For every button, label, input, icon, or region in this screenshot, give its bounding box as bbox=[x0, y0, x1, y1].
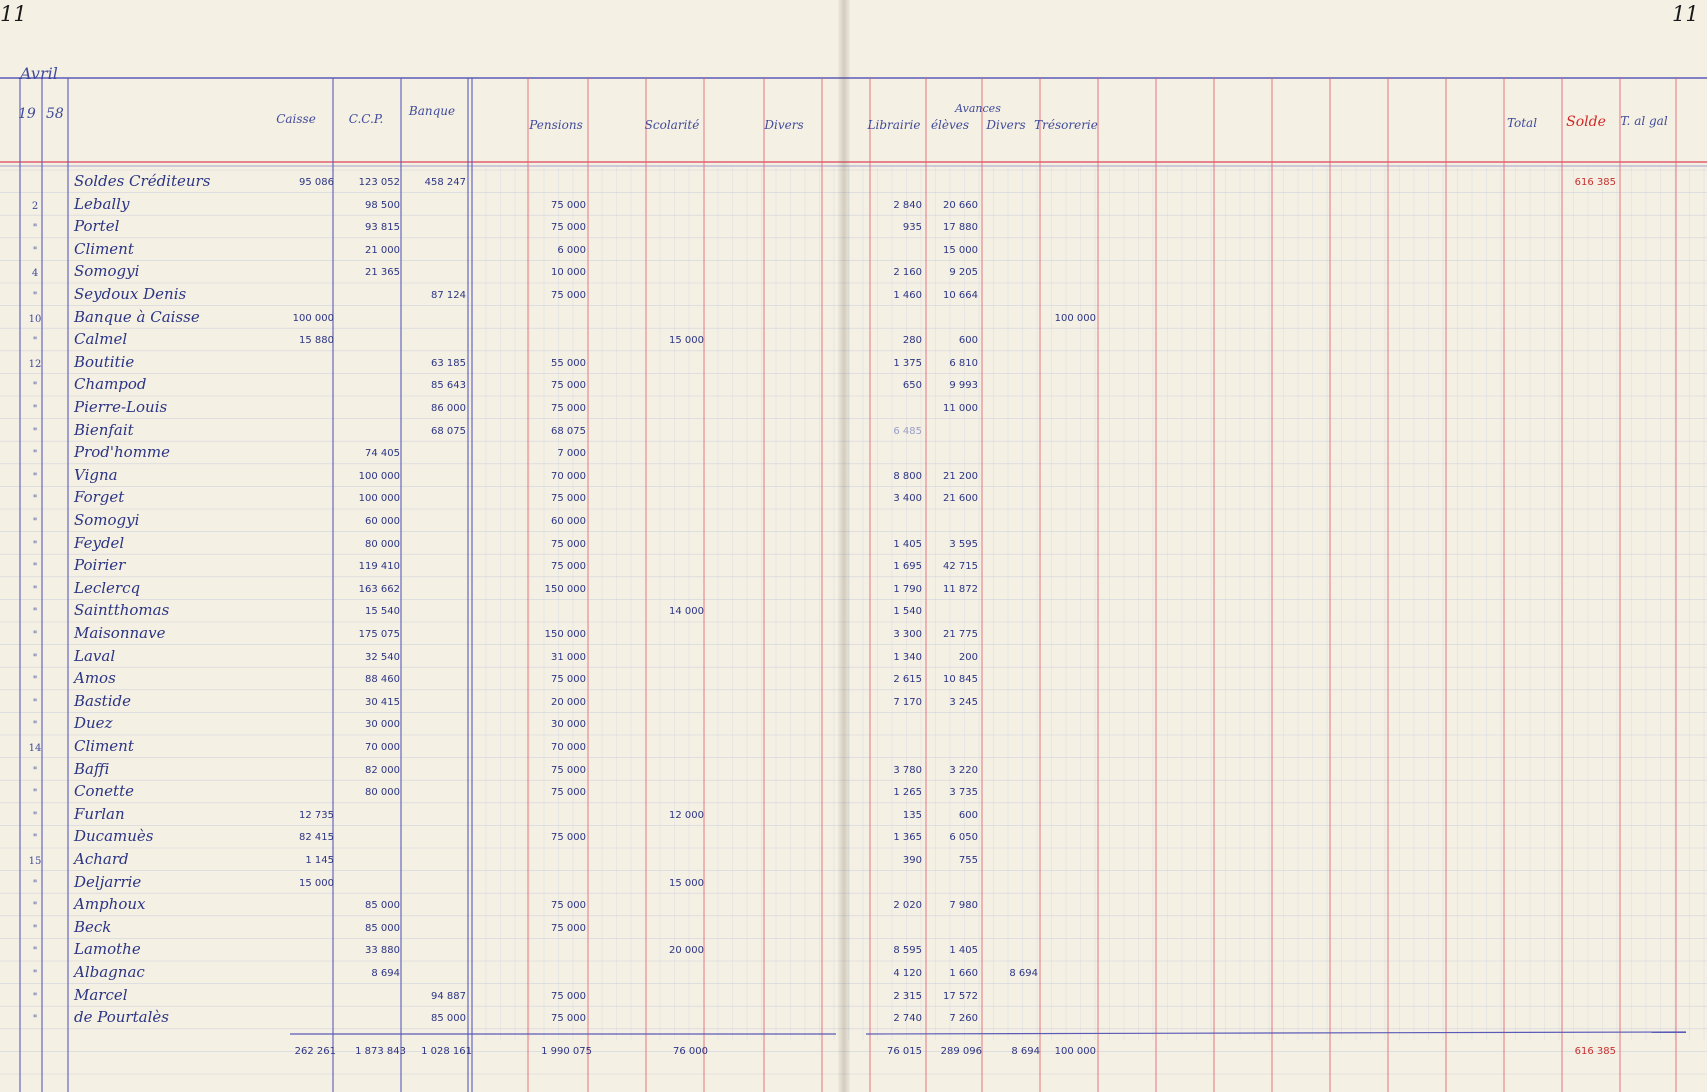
cell-eleves: 42 715 bbox=[943, 561, 978, 573]
cell-pensions: 70 000 bbox=[551, 742, 586, 753]
row-day: 10 bbox=[28, 313, 42, 325]
row-day: " bbox=[32, 991, 38, 1003]
row-name: Pierre-Louis bbox=[74, 398, 168, 416]
cell-eleves: 600 bbox=[958, 809, 978, 821]
cell-ccp: 30 415 bbox=[365, 696, 400, 708]
cell-ccp: 74 405 bbox=[365, 448, 400, 460]
cell-librairie: 7 170 bbox=[893, 696, 922, 708]
cell-ccp: 85 000 bbox=[365, 900, 400, 912]
row-day: " bbox=[32, 381, 38, 393]
row-name: Lamothe bbox=[74, 940, 141, 959]
row-day: " bbox=[32, 630, 38, 641]
row-name: Saintthomas bbox=[74, 601, 170, 620]
header-solde: Solde bbox=[1566, 114, 1606, 130]
row-day: " bbox=[32, 291, 38, 302]
cell-caisse: 100 000 bbox=[292, 312, 334, 324]
total-caisse: 262 261 bbox=[294, 1046, 336, 1057]
row-day: " bbox=[32, 426, 38, 438]
cell-librairie: 390 bbox=[902, 855, 922, 866]
cell-librairie: 1 695 bbox=[893, 561, 922, 573]
row-day: " bbox=[32, 336, 38, 348]
cell-ccp: 21 365 bbox=[365, 267, 400, 279]
cell-librairie: 2 740 bbox=[893, 1013, 922, 1025]
cell-ccp: 15 540 bbox=[365, 606, 400, 618]
cell-banque: 87 124 bbox=[431, 290, 466, 301]
cell-eleves: 9 205 bbox=[949, 267, 978, 279]
cell-pensions: 75 000 bbox=[551, 493, 586, 505]
cell-librairie: 1 790 bbox=[893, 583, 922, 595]
row-day: " bbox=[32, 901, 38, 913]
row-day: " bbox=[32, 562, 38, 574]
cell-eleves: 600 bbox=[958, 335, 978, 347]
row-day: " bbox=[32, 245, 38, 257]
row-day: " bbox=[32, 404, 38, 415]
cell-banque: 94 887 bbox=[431, 990, 466, 1002]
header-divers-right: Divers bbox=[986, 118, 1026, 132]
cell-tresorerie: 100 000 bbox=[1054, 312, 1096, 324]
row-name: Climent bbox=[74, 239, 134, 258]
cell-librairie: 2 615 bbox=[893, 674, 922, 686]
cell-eleves: 15 000 bbox=[943, 244, 978, 256]
cell-banque: 85 000 bbox=[431, 1013, 466, 1025]
cell-ccp: 93 815 bbox=[365, 222, 400, 234]
cell-caisse: 15 000 bbox=[299, 877, 334, 889]
total-solde: 616 385 bbox=[1574, 1046, 1616, 1057]
cell-banque: 458 247 bbox=[424, 177, 466, 188]
row-name: Portel bbox=[74, 217, 120, 236]
cell-pensions: 10 000 bbox=[551, 267, 586, 279]
cell-librairie: 8 800 bbox=[893, 470, 922, 482]
cell-librairie: 2 160 bbox=[893, 267, 922, 279]
total-banque: 1 028 161 bbox=[421, 1046, 472, 1057]
cell-scolarite: 14 000 bbox=[669, 606, 704, 618]
header-librairie: Librairie bbox=[867, 118, 921, 132]
cell-caisse: 82 415 bbox=[299, 832, 334, 844]
row-name: Duez bbox=[74, 714, 113, 733]
cell-librairie: 135 bbox=[902, 809, 922, 821]
row-day: 14 bbox=[28, 743, 42, 754]
cell-ccp: 88 460 bbox=[365, 674, 400, 686]
cell-ccp: 33 880 bbox=[365, 945, 400, 957]
row-day: " bbox=[32, 223, 38, 235]
row-name: de Pourtalès bbox=[74, 1008, 169, 1027]
cell-librairie: 2 020 bbox=[893, 900, 922, 912]
cell-eleves: 9 993 bbox=[949, 380, 978, 392]
cell-pensions: 6 000 bbox=[557, 244, 586, 256]
cell-eleves: 3 220 bbox=[949, 764, 978, 776]
header-total-general: T. al gal bbox=[1620, 114, 1668, 128]
cell-eleves: 6 810 bbox=[949, 357, 978, 369]
row-day: " bbox=[32, 471, 38, 483]
cell-pensions: 31 000 bbox=[551, 651, 586, 663]
header-total: Total bbox=[1506, 116, 1538, 130]
header-tresorerie: Trésorerie bbox=[1034, 118, 1098, 132]
cell-eleves: 17 880 bbox=[943, 222, 978, 234]
row-name: Somogyi bbox=[74, 511, 140, 529]
row-day: " bbox=[32, 878, 38, 890]
cell-ccp: 80 000 bbox=[365, 538, 400, 550]
cell-banque: 63 185 bbox=[431, 357, 466, 369]
cell-pensions: 60 000 bbox=[551, 516, 586, 527]
cell-pensions: 75 000 bbox=[551, 674, 586, 686]
row-name: Calmel bbox=[74, 330, 128, 349]
cell-eleves: 21 600 bbox=[943, 493, 978, 505]
row-name: Feydel bbox=[74, 533, 125, 552]
row-name: Achard bbox=[74, 850, 129, 868]
cell-scolarite: 20 000 bbox=[669, 945, 704, 957]
cell-ccp: 163 662 bbox=[358, 583, 400, 595]
header-scolarite: Scolarité bbox=[644, 118, 700, 132]
row-name: Bienfait bbox=[74, 420, 134, 439]
cell-ccp: 21 000 bbox=[365, 244, 400, 256]
row-name: Forget bbox=[74, 488, 125, 507]
row-day: " bbox=[32, 539, 38, 551]
row-name: Boutitie bbox=[74, 352, 135, 371]
row-day: 12 bbox=[28, 358, 42, 370]
cell-librairie: 3 400 bbox=[893, 493, 922, 505]
page-number-left: 11 bbox=[0, 2, 27, 26]
cell-eleves: 7 980 bbox=[949, 900, 978, 912]
cell-ccp: 98 500 bbox=[365, 199, 400, 211]
cell-pensions: 150 000 bbox=[544, 583, 586, 595]
cell-eleves: 1 405 bbox=[949, 945, 978, 957]
row-name: Furlan bbox=[74, 804, 125, 823]
cell-ccp: 80 000 bbox=[365, 787, 400, 799]
cell-ccp: 175 075 bbox=[358, 629, 400, 640]
cell-pensions: 20 000 bbox=[551, 696, 586, 708]
cell-caisse: 1 145 bbox=[305, 855, 334, 866]
cell-librairie: 1 365 bbox=[893, 832, 922, 844]
row-day: " bbox=[32, 652, 38, 664]
cell-librairie: 650 bbox=[902, 380, 922, 392]
header-caisse: Caisse bbox=[276, 112, 316, 126]
cell-librairie: 1 340 bbox=[893, 651, 922, 663]
cell-eleves: 3 595 bbox=[949, 538, 978, 550]
row-day: " bbox=[32, 788, 38, 800]
row-name: Lebally bbox=[74, 194, 130, 213]
row-name: Somogyi bbox=[74, 262, 140, 281]
row-day: " bbox=[32, 675, 38, 687]
row-name: Baffi bbox=[74, 759, 110, 778]
total-librairie: 76 015 bbox=[887, 1046, 922, 1057]
row-name: Maisonnave bbox=[74, 624, 166, 642]
total-scolarite: 76 000 bbox=[673, 1046, 708, 1057]
cell-ccp: 100 000 bbox=[358, 470, 400, 482]
cell-pensions: 55 000 bbox=[551, 357, 586, 369]
row-day: " bbox=[32, 969, 38, 980]
cell-librairie: 1 405 bbox=[893, 538, 922, 550]
cell-eleves: 7 260 bbox=[949, 1013, 978, 1025]
cell-librairie: 8 595 bbox=[893, 945, 922, 957]
cell-pensions: 7 000 bbox=[557, 448, 586, 460]
month-label: Avril bbox=[20, 64, 58, 83]
cell-eleves: 11 872 bbox=[943, 583, 978, 595]
row-day: 4 bbox=[31, 268, 39, 280]
header-eleves: élèves bbox=[930, 118, 970, 132]
cell-pensions: 75 000 bbox=[551, 290, 586, 301]
row-name: Conette bbox=[74, 782, 134, 801]
cell-librairie: 280 bbox=[902, 335, 922, 347]
book-gutter bbox=[838, 0, 850, 1092]
cell-pensions: 30 000 bbox=[551, 719, 586, 731]
row-name: Banque à Caisse bbox=[74, 307, 200, 326]
row-name: Soldes Créditeurs bbox=[74, 172, 211, 190]
cell-eleves: 10 845 bbox=[943, 674, 978, 686]
row-name: Champod bbox=[74, 375, 147, 394]
row-name: Laval bbox=[74, 646, 116, 665]
cell-ccp: 123 052 bbox=[358, 177, 400, 188]
cell-pensions: 75 000 bbox=[551, 199, 586, 211]
cell-ccp: 119 410 bbox=[358, 561, 400, 573]
page-number-right: 11 bbox=[1672, 2, 1699, 26]
cell-pensions: 150 000 bbox=[544, 629, 586, 640]
cell-ccp: 60 000 bbox=[365, 516, 400, 527]
cell-pensions: 75 000 bbox=[551, 832, 586, 844]
cell-pensions: 75 000 bbox=[551, 561, 586, 573]
header-avances: Avances bbox=[955, 102, 1001, 115]
total-ccp: 1 873 843 bbox=[355, 1046, 406, 1057]
cell-ccp: 30 000 bbox=[365, 719, 400, 731]
cell-pensions: 75 000 bbox=[551, 900, 586, 912]
cell-librairie: 1 460 bbox=[893, 290, 922, 301]
year-decade: 58 bbox=[46, 106, 64, 122]
row-name: Seydoux Denis bbox=[74, 285, 187, 303]
cell-divers: 8 694 bbox=[1009, 968, 1038, 979]
row-day: " bbox=[32, 720, 38, 732]
row-name: Amos bbox=[74, 669, 116, 688]
year-century: 19 bbox=[18, 106, 36, 122]
cell-pensions: 75 000 bbox=[551, 787, 586, 799]
cell-eleves: 11 000 bbox=[943, 403, 978, 414]
cell-pensions: 70 000 bbox=[551, 470, 586, 482]
total-divers: 8 694 bbox=[1011, 1046, 1040, 1057]
cell-pensions: 68 075 bbox=[551, 425, 586, 437]
cell-eleves: 10 664 bbox=[943, 290, 978, 301]
row-day: " bbox=[32, 584, 38, 596]
row-day: " bbox=[32, 765, 38, 777]
row-day: " bbox=[32, 1014, 38, 1026]
cell-ccp: 85 000 bbox=[365, 922, 400, 934]
cell-caisse: 95 086 bbox=[299, 177, 334, 188]
cell-pensions: 75 000 bbox=[551, 764, 586, 776]
cell-scolarite: 15 000 bbox=[669, 877, 704, 889]
row-name: Climent bbox=[74, 737, 134, 755]
header-divers-left: Divers bbox=[764, 118, 804, 132]
row-name: Prod'homme bbox=[74, 443, 171, 462]
cell-banque: 85 643 bbox=[431, 380, 466, 392]
cell-librairie: 1 265 bbox=[893, 787, 922, 799]
cell-caisse: 12 735 bbox=[299, 809, 334, 821]
cell-eleves: 6 050 bbox=[949, 832, 978, 844]
cell-ccp: 32 540 bbox=[365, 651, 400, 663]
cell-pensions: 75 000 bbox=[551, 922, 586, 934]
cell-eleves: 17 572 bbox=[943, 990, 978, 1002]
row-name: Albagnac bbox=[74, 963, 145, 981]
row-day: " bbox=[32, 946, 38, 958]
cell-librairie: 1 375 bbox=[893, 357, 922, 369]
row-name: Poirier bbox=[74, 556, 126, 575]
cell-librairie: 935 bbox=[902, 222, 922, 234]
row-day: " bbox=[32, 607, 38, 619]
cell-banque: 86 000 bbox=[431, 403, 466, 414]
cell-eleves: 755 bbox=[958, 855, 978, 866]
cell-ccp: 70 000 bbox=[365, 742, 400, 753]
cell-librairie: 1 540 bbox=[893, 606, 922, 618]
cell-librairie: 3 780 bbox=[893, 764, 922, 776]
cell-eleves: 21 200 bbox=[943, 470, 978, 482]
header-ccp: C.C.P. bbox=[348, 112, 384, 126]
cell-pensions: 75 000 bbox=[551, 380, 586, 392]
row-name: Leclercq bbox=[74, 578, 141, 597]
cell-solde: 616 385 bbox=[1574, 177, 1616, 188]
cell-scolarite: 15 000 bbox=[669, 335, 704, 347]
row-day: " bbox=[32, 517, 38, 528]
cell-eleves: 21 775 bbox=[943, 629, 978, 640]
row-day: " bbox=[32, 697, 38, 709]
cell-eleves: 200 bbox=[958, 651, 978, 663]
row-day: " bbox=[32, 449, 38, 461]
cell-scolarite: 12 000 bbox=[669, 809, 704, 821]
cell-pensions: 75 000 bbox=[551, 538, 586, 550]
total-pensions: 1 990 075 bbox=[541, 1046, 592, 1057]
cell-eleves: 20 660 bbox=[943, 199, 978, 211]
cell-pensions: 75 000 bbox=[551, 222, 586, 234]
cell-pensions: 75 000 bbox=[551, 990, 586, 1002]
cell-eleves: 3 735 bbox=[949, 787, 978, 799]
row-day: 15 bbox=[28, 856, 42, 867]
header-banque: Banque bbox=[408, 104, 456, 118]
cell-ccp: 8 694 bbox=[371, 968, 400, 979]
row-day: 2 bbox=[31, 200, 39, 212]
cell-eleves: 1 660 bbox=[949, 968, 978, 979]
cell-librairie: 3 300 bbox=[893, 629, 922, 640]
cell-eleves: 3 245 bbox=[949, 696, 978, 708]
cell-pensions: 75 000 bbox=[551, 1013, 586, 1025]
header-pensions: Pensions bbox=[529, 118, 583, 132]
total-eleves: 289 096 bbox=[940, 1046, 982, 1057]
cell-librairie: 2 840 bbox=[893, 199, 922, 211]
row-name: Bastide bbox=[74, 691, 131, 710]
row-name: Vigna bbox=[74, 465, 118, 484]
row-day: " bbox=[32, 494, 38, 506]
cell-librairie: 6 485 bbox=[893, 425, 922, 437]
row-name: Deljarrie bbox=[74, 872, 142, 891]
row-name: Beck bbox=[74, 917, 112, 936]
cell-librairie: 2 315 bbox=[893, 990, 922, 1002]
row-name: Marcel bbox=[74, 985, 128, 1004]
row-day: " bbox=[32, 923, 38, 935]
cell-caisse: 15 880 bbox=[299, 335, 334, 347]
row-day: " bbox=[32, 833, 38, 845]
total-rule bbox=[866, 1032, 1686, 1034]
cell-ccp: 100 000 bbox=[358, 493, 400, 505]
cell-pensions: 75 000 bbox=[551, 403, 586, 414]
cell-ccp: 82 000 bbox=[365, 764, 400, 776]
row-name: Ducamuès bbox=[74, 827, 154, 846]
row-day: " bbox=[32, 810, 38, 822]
total-tresorerie: 100 000 bbox=[1054, 1046, 1096, 1057]
row-name: Amphoux bbox=[74, 895, 146, 914]
cell-banque: 68 075 bbox=[431, 425, 466, 437]
cell-librairie: 4 120 bbox=[893, 968, 922, 979]
